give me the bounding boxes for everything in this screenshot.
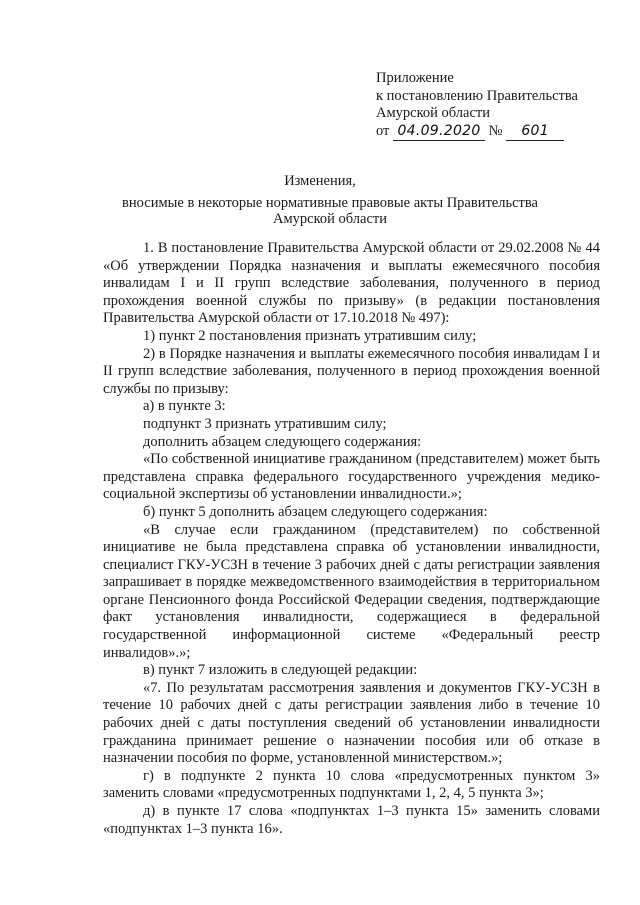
paragraph-10: в) пункт 7 изложить в следующей редакции: [143, 662, 418, 679]
annex-block [376, 70, 578, 141]
annex-date-line [376, 123, 578, 142]
paragraph-7: «По собственной инициативе гражданином (представителем) может быть представлена справка федерального государственного учреждения медико-социальной экспертизы об установлении инвалидности.»; [103, 451, 600, 503]
heading-subtitle: вносимые в некоторые нормативные правовые акты Правительства [122, 195, 538, 211]
paragraph-9: «В случае если гражданином (представителем) по собственной инициативе не была представлена справка об установлении инвалидности, специалист ГКУ-УСЗН в течение 3 рабочих дней с даты регистрации заявления запрашивает в порядке межведомственного взаимодействия в территориальном органе Пенсионного фонда Российской Федерации сведения, подтверждающие факт установления инвалидности, содержащиеся в федеральной государственной информационной системе «Федеральный реестр инвалидов».»; [103, 521, 600, 661]
annex-number-label: № [488, 122, 503, 139]
annex-region: Амурской области [376, 105, 490, 121]
paragraph-12: г) в подпункте 2 пункта 10 слова «предусмотренных пунктом 3» заменить словами «предусмотренных подпунктами 1, 2, 4, 5 пункта 3»; [103, 767, 600, 802]
paragraph-1: 1. В постановление Правительства Амурской области от 29.02.2008 № 44 «Об утверждении Порядка назначения и выплаты ежемесячного пособия инвалидам I и II групп вследствие заболевания, полученного в период прохождения военной службы по призыву» (в редакции постановления Правительства Амурской области от 17.10.2018 № 497): [103, 240, 600, 327]
document-body [103, 240, 600, 838]
heading-subtitle-region: Амурской области [273, 211, 387, 227]
paragraph-5: подпункт 3 признать утратившим силу; [143, 415, 387, 432]
paragraph-13: д) в пункте 17 слова «подпунктах 1–3 пункта 15» заменить словами «подпунктах 1–3 пункта 16». [103, 803, 600, 837]
paragraph-4: а) в пункте 3: [143, 398, 226, 415]
heading-title: Изменения, [284, 173, 356, 189]
annex-title: Приложение [376, 70, 454, 86]
handwritten-date: 04.09.2020 [393, 123, 485, 142]
paragraph-3: 2) в Порядке назначения и выплаты ежемесячного пособия инвалидам I и II групп вследствие заболевания, полученного в период прохождения военной службы по призыву: [103, 345, 600, 397]
annex-resolution: к постановлению Правительства [376, 87, 578, 104]
paragraph-8: б) пункт 5 дополнить абзацем следующего содержания: [143, 503, 488, 520]
annex-date-prefix: от [376, 122, 390, 139]
paragraph-6: дополнить абзацем следующего содержания: [143, 433, 422, 450]
paragraph-2: 1) пункт 2 постановления признать утратившим силу; [143, 327, 477, 344]
paragraph-11: «7. По результатам рассмотрения заявления и документов ГКУ-УСЗН в течение 10 рабочих дней с даты регистрации заявления либо в течение 10 рабочих дней с даты поступления сведений об установлении инвалидности гражданина принимает решение о назначении пособия или об отказе в назначении пособия по форме, установленной министерством.»; [103, 679, 600, 767]
handwritten-number: 601 [506, 123, 564, 142]
